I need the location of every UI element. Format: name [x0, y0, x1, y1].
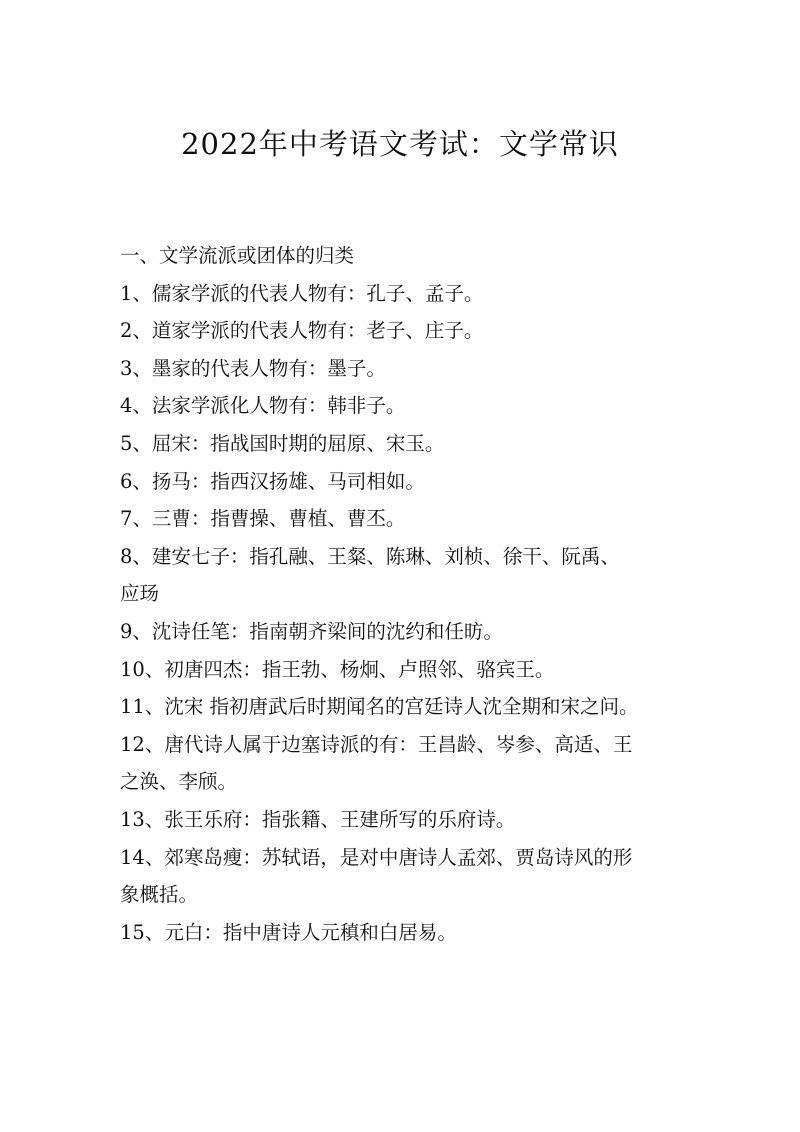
text-line: 12、唐代诗人属于边塞诗派的有：王昌龄、岑参、高适、王 — [120, 732, 633, 756]
text-line: 15、元白：指中唐诗人元稹和白居易。 — [120, 920, 457, 944]
text-line: 14、郊寒岛瘦：苏轼语，是对中唐诗人孟郊、贾岛诗风的形 — [120, 845, 633, 869]
document-body — [120, 237, 690, 951]
text-line: 5、屈宋：指战国时期的屈原、宋玉。 — [120, 431, 445, 455]
text-line: 7、三曹：指曹操、曹植、曹丕。 — [120, 507, 406, 531]
text-line: 8、建安七子：指孔融、王粲、陈琳、刘桢、徐干、阮禹、 — [120, 544, 620, 568]
text-line: 应玚 — [120, 582, 160, 606]
text-line: 2、道家学派的代表人物有：老子、庄子。 — [120, 319, 484, 343]
text-line: 1、儒家学派的代表人物有：孔子、孟子。 — [120, 281, 484, 305]
text-line: 11、沈宋 指初唐武后时期闻名的宫廷诗人沈全期和宋之问。 — [120, 695, 639, 719]
text-line: 13、张王乐府：指张籍、王建所写的乐府诗。 — [120, 807, 516, 831]
text-line: 4、法家学派化人物有：韩非子。 — [120, 394, 406, 418]
section-heading: 一、文学流派或团体的归类 — [120, 244, 355, 267]
text-line: 3、墨家的代表人物有：墨子。 — [120, 356, 386, 380]
text-line: 10、初唐四杰：指王勃、杨炯、卢照邻、骆宾王。 — [120, 657, 555, 681]
text-line: 象概括。 — [120, 883, 199, 907]
document-title: 2022年中考语文考试：文学常识 — [181, 127, 619, 161]
text-line: 6、扬马：指西汉扬雄、马司相如。 — [120, 469, 425, 493]
text-line: 9、沈诗任笔：指南朝齐梁间的沈约和任昉。 — [120, 619, 503, 643]
text-line: 之涣、李颀。 — [120, 770, 238, 794]
